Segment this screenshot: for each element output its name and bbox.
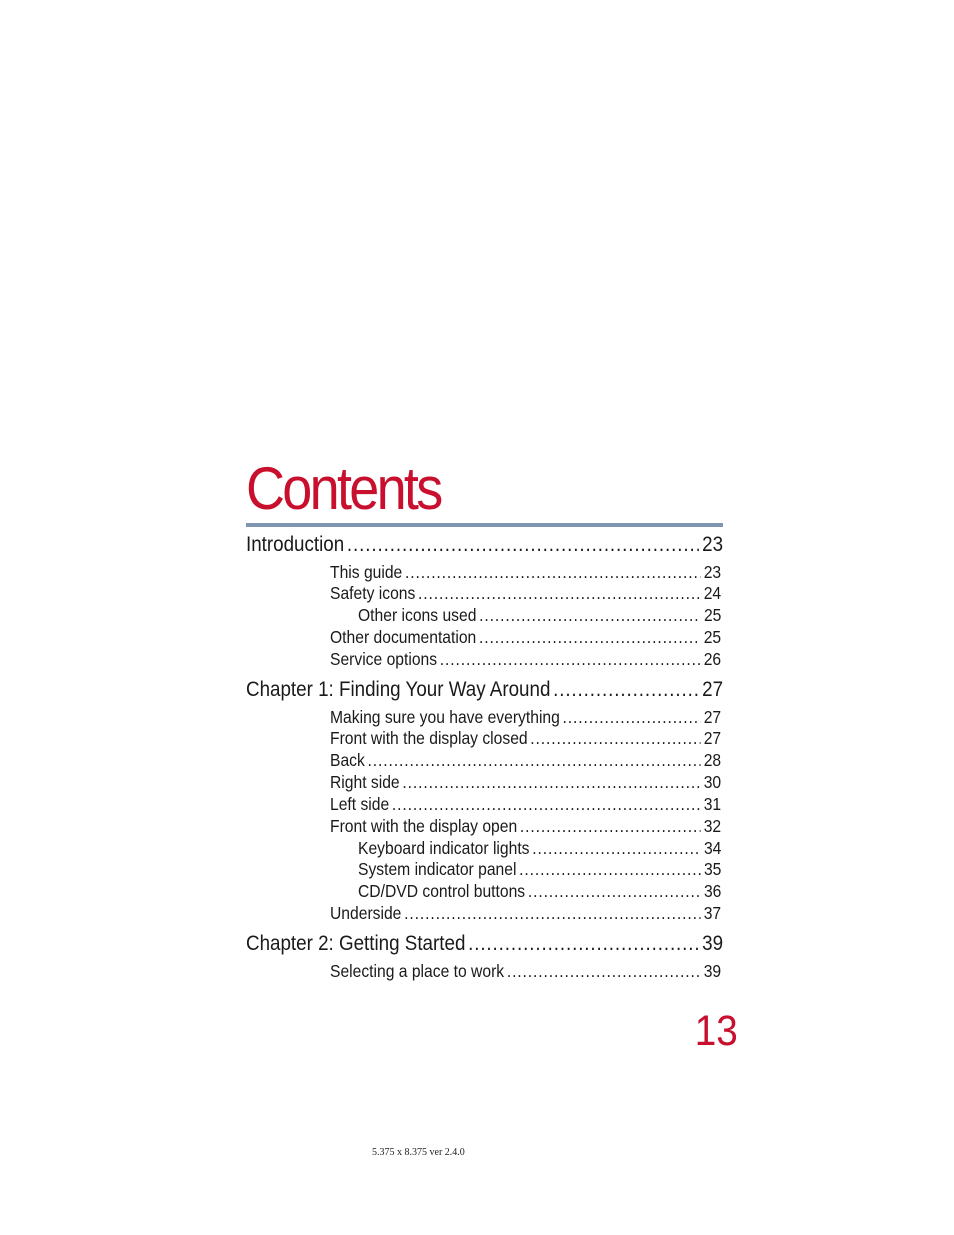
toc-entry-label: Front with the display closed [330,728,528,748]
toc-entry-page: 27 [703,728,722,748]
page-number: 13 [694,1007,738,1055]
toc-entry-label: Introduction [246,533,345,556]
toc-entry-label: Back [330,750,365,770]
toc-entry-label: Other icons used [358,605,477,625]
toc-dot-leader [479,626,700,648]
toc-entry-page: 37 [703,903,722,923]
toc-dot-leader [347,532,699,558]
toc-entry-page: 26 [703,649,722,669]
toc-entry[interactable] [358,858,721,880]
toc-entry-page: 39 [703,961,722,981]
toc-dot-leader [553,677,698,703]
toc-dot-leader [418,582,700,604]
toc-dot-leader [392,793,700,815]
toc-entry-page: 25 [703,605,722,625]
toc-entry-label: CD/DVD control buttons [358,881,526,901]
toc-entry[interactable] [330,648,721,670]
toc-entry-page: 30 [703,772,722,792]
toc-entry[interactable] [330,771,721,793]
toc-chapter-entry[interactable] [246,931,723,957]
toc-chapter-entry[interactable] [246,532,723,558]
toc-entry-page: 23 [703,562,722,582]
toc-dot-leader [519,858,700,880]
toc-entry-page: 27 [703,707,722,727]
toc-entry-label: Chapter 2: Getting Started [246,932,466,955]
toc-entry[interactable] [330,582,721,604]
title-rule [246,523,723,527]
toc-entry[interactable] [330,815,721,837]
toc-entry-label: Left side [330,794,390,814]
toc-dot-leader [507,960,700,982]
toc-entry-label: Selecting a place to work [330,961,505,981]
toc-dot-leader [532,837,700,859]
toc-dot-leader [402,771,700,793]
toc-entry-label: Other documentation [330,627,477,647]
toc-entry-label: System indicator panel [358,859,517,879]
toc-entry-label: Chapter 1: Finding Your Way Around [246,678,551,701]
toc-entry-page: 28 [703,750,722,770]
toc-entry-page: 36 [703,881,722,901]
toc-entry-label: Front with the display open [330,816,518,836]
toc-dot-leader [368,749,701,771]
toc-entry-page: 39 [702,932,724,955]
toc-entry-page: 23 [702,533,724,556]
toc-entry[interactable] [358,604,721,626]
toc-entry-label: Underside [330,903,402,923]
toc-entry-label: This guide [330,562,403,582]
toc-entry[interactable] [330,902,721,924]
toc-dot-leader [528,880,701,902]
toc-entry[interactable] [330,960,721,982]
toc-entry-page: 25 [703,627,722,647]
toc-entry-label: Service options [330,649,438,669]
toc-dot-leader [440,648,700,670]
toc-entry[interactable] [330,749,721,771]
toc-dot-leader [405,561,700,583]
toc-entry[interactable] [358,837,721,859]
toc-entry-page: 32 [703,816,722,836]
toc-entry-page: 27 [702,678,724,701]
toc-chapter-entry[interactable] [246,677,723,703]
toc-entry[interactable] [330,793,721,815]
toc-entry-label: Keyboard indicator lights [358,838,530,858]
toc-entry[interactable] [330,706,721,728]
toc-entry[interactable] [330,626,721,648]
toc-entry[interactable] [358,880,721,902]
page-title: Contents [246,455,441,522]
toc-dot-leader [520,815,700,837]
toc-dot-leader [530,727,700,749]
toc-entry-label: Safety icons [330,583,416,603]
print-spec-footer: 5.375 x 8.375 ver 2.4.0 [372,1147,465,1158]
toc-entry-page: 31 [703,794,722,814]
toc-entry-label: Right side [330,772,400,792]
toc-entry-page: 34 [703,838,722,858]
toc-entry[interactable] [330,727,721,749]
toc-entry-label: Making sure you have everything [330,707,560,727]
toc-dot-leader [563,706,701,728]
toc-entry-page: 24 [703,583,722,603]
toc-entry[interactable] [330,561,721,583]
toc-dot-leader [479,604,700,626]
toc-entry-page: 35 [703,859,722,879]
toc-dot-leader [404,902,700,924]
toc-dot-leader [468,931,698,957]
